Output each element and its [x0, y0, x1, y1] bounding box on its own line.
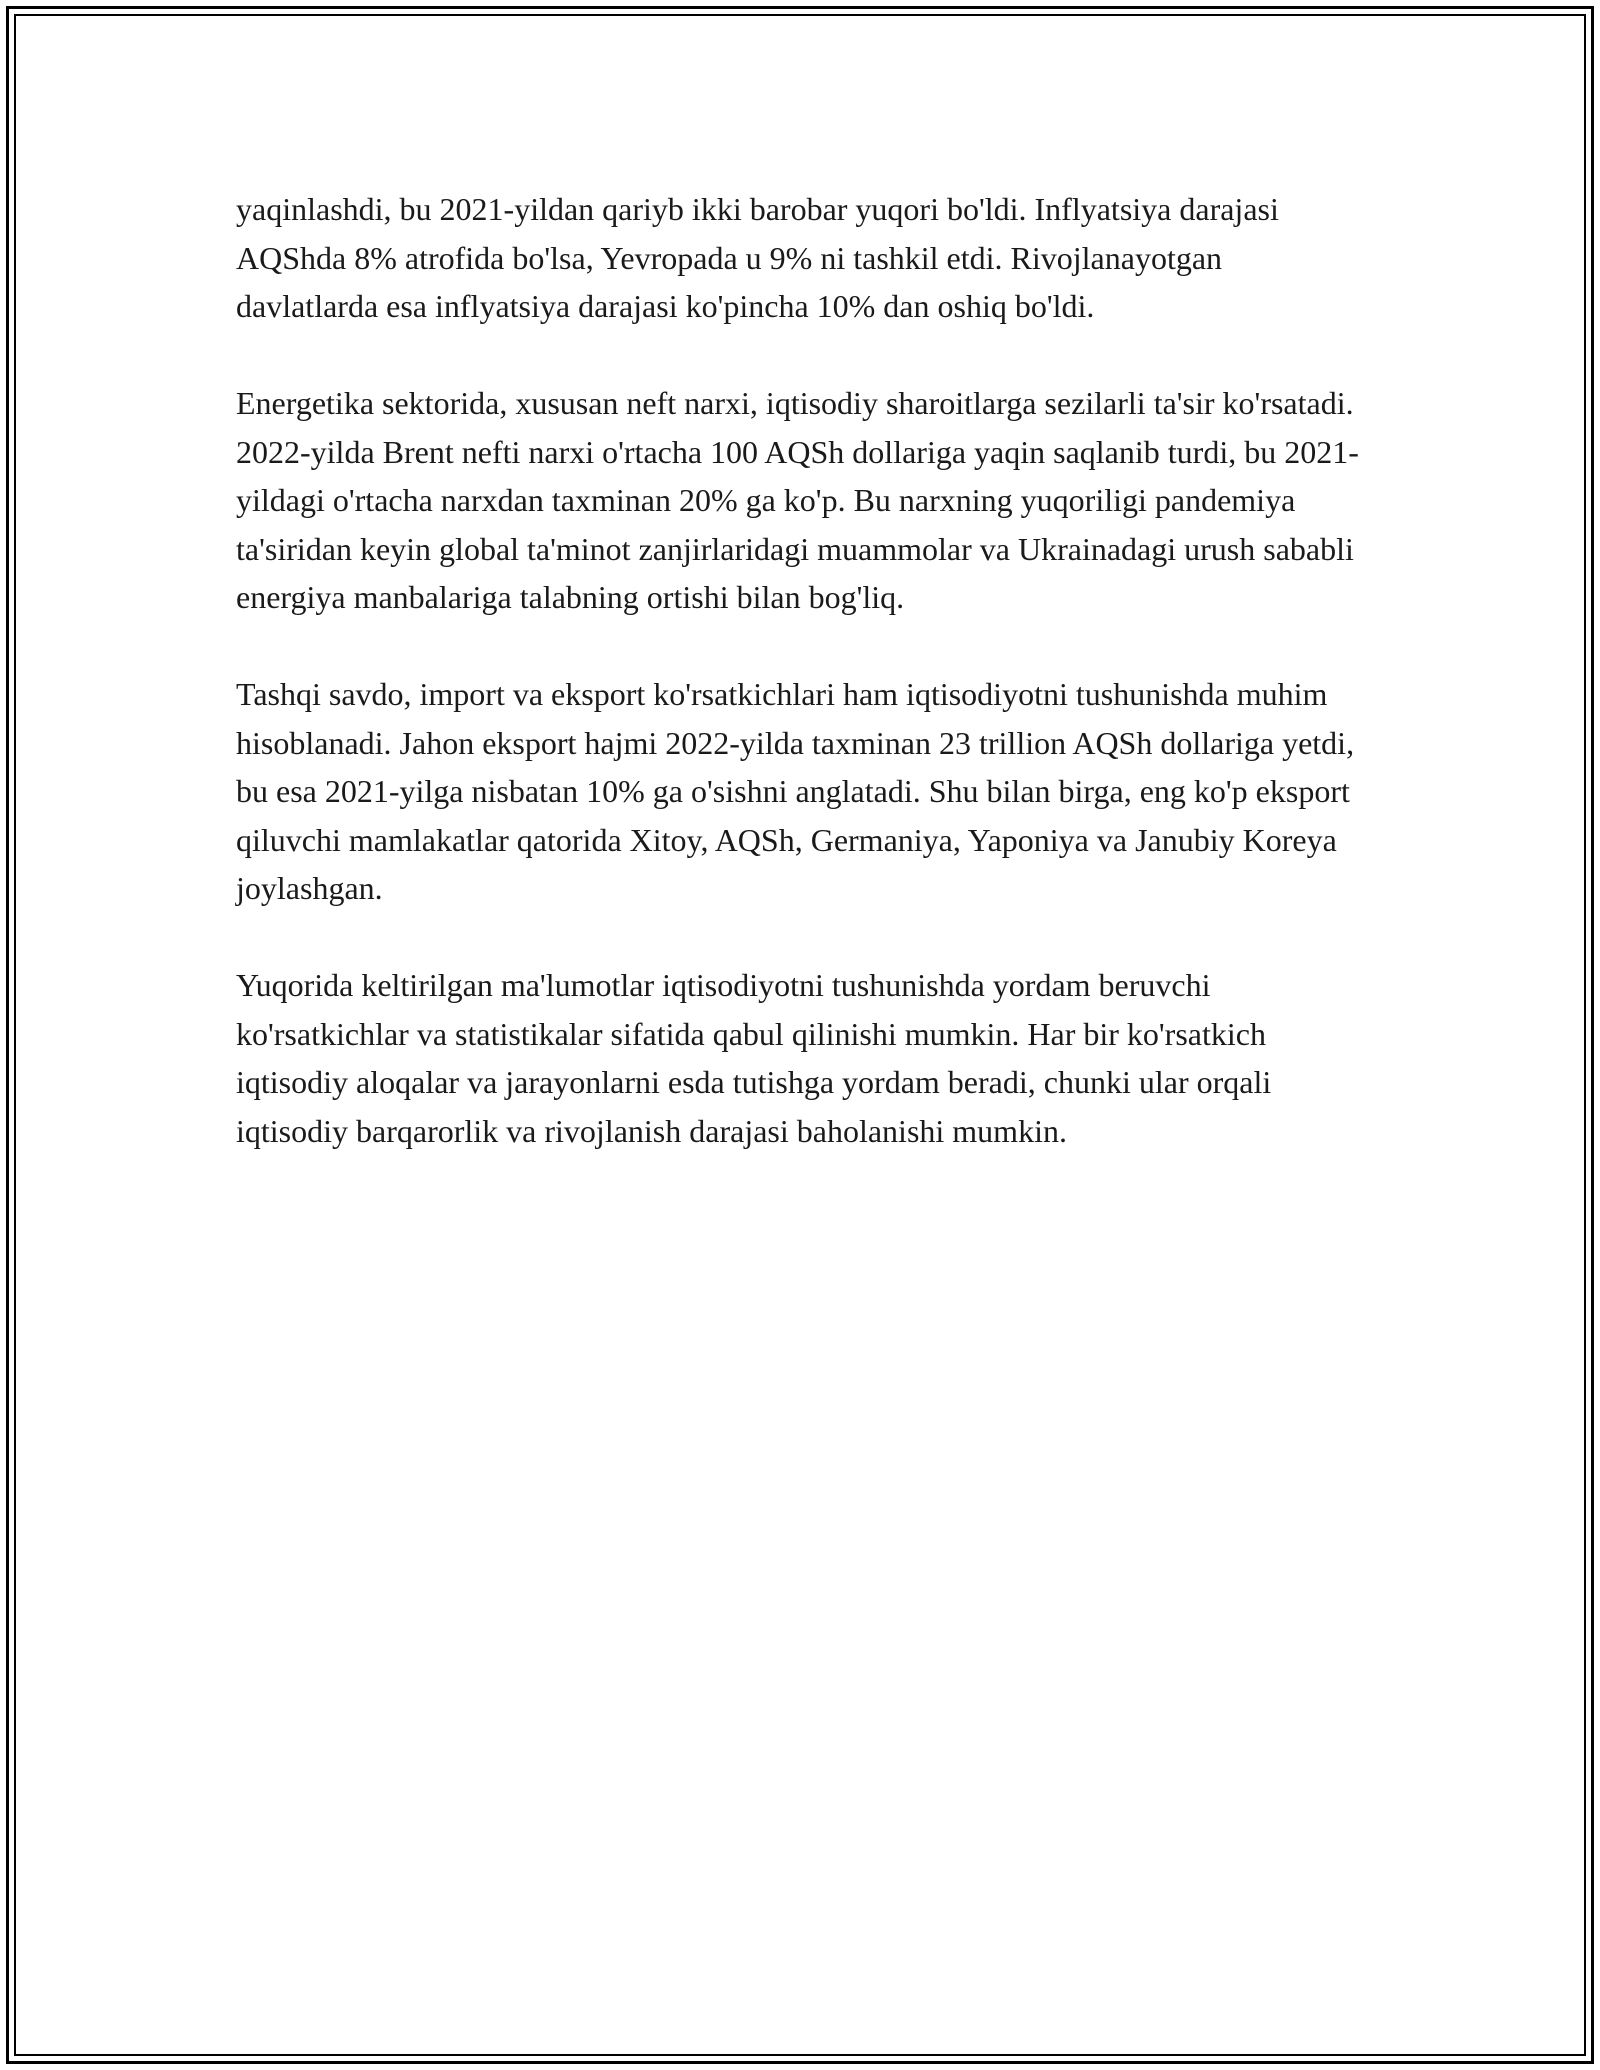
paragraph-foreign-trade: Tashqi savdo, import va eksport ko'rsatkichlari ham iqtisodiyotni tushunishda muhim hisoblanadi. Jahon eksport hajmi 2022-yilda taxminan 23 trillion AQSh dollariga yetdi, bu esa 2021-yilga nisbatan 10% ga o'sishni anglatadi. Shu bilan birga, eng ko'p eksport qiluvchi mamlakatlar qatorida Xitoy, AQSh, Germaniya, Yaponiya va Janubiy Koreya joylashgan. [236, 676, 1355, 906]
paragraph-energy-sector: Energetika sektorida, xususan neft narxi, iqtisodiy sharoitlarga sezilarli ta'sir ko'rsatadi. 2022-yilda Brent nefti narxi o'rtacha 100 AQSh dollariga yaqin saqlanib turdi, bu 2021-yildagi o'rtacha narxdan taxminan 20% ga ko'p. Bu narxning yuqoriligi pandemiya ta'siridan keyin global ta'minot zanjirlaridagi muammolar va Ukrainadagi urush sababli energiya manbalariga talabning ortishi bilan bog'liq. [236, 385, 1359, 615]
document-body [236, 185, 1366, 1204]
paragraph-inflation: yaqinlashdi, bu 2021-yildan qariyb ikki barobar yuqori bo'ldi. Inflyatsiya darajasi AQShda 8% atrofida bo'lsa, Yevropada u 9% ni tashkil etdi. Rivojlanayotgan davlatlarda esa inflyatsiya darajasi ko'pincha 10% dan oshiq bo'ldi. [236, 191, 1279, 324]
paragraph-conclusion: Yuqorida keltirilgan ma'lumotlar iqtisodiyotni tushunishda yordam beruvchi ko'rsatkichlar va statistikalar sifatida qabul qilinishi mumkin. Har bir ko'rsatkich iqtisodiy aloqalar va jarayonlarni esda tutishga yordam beradi, chunki ular orqali iqtisodiy barqarorlik va rivojlanish darajasi baholanishi mumkin. [236, 967, 1272, 1149]
